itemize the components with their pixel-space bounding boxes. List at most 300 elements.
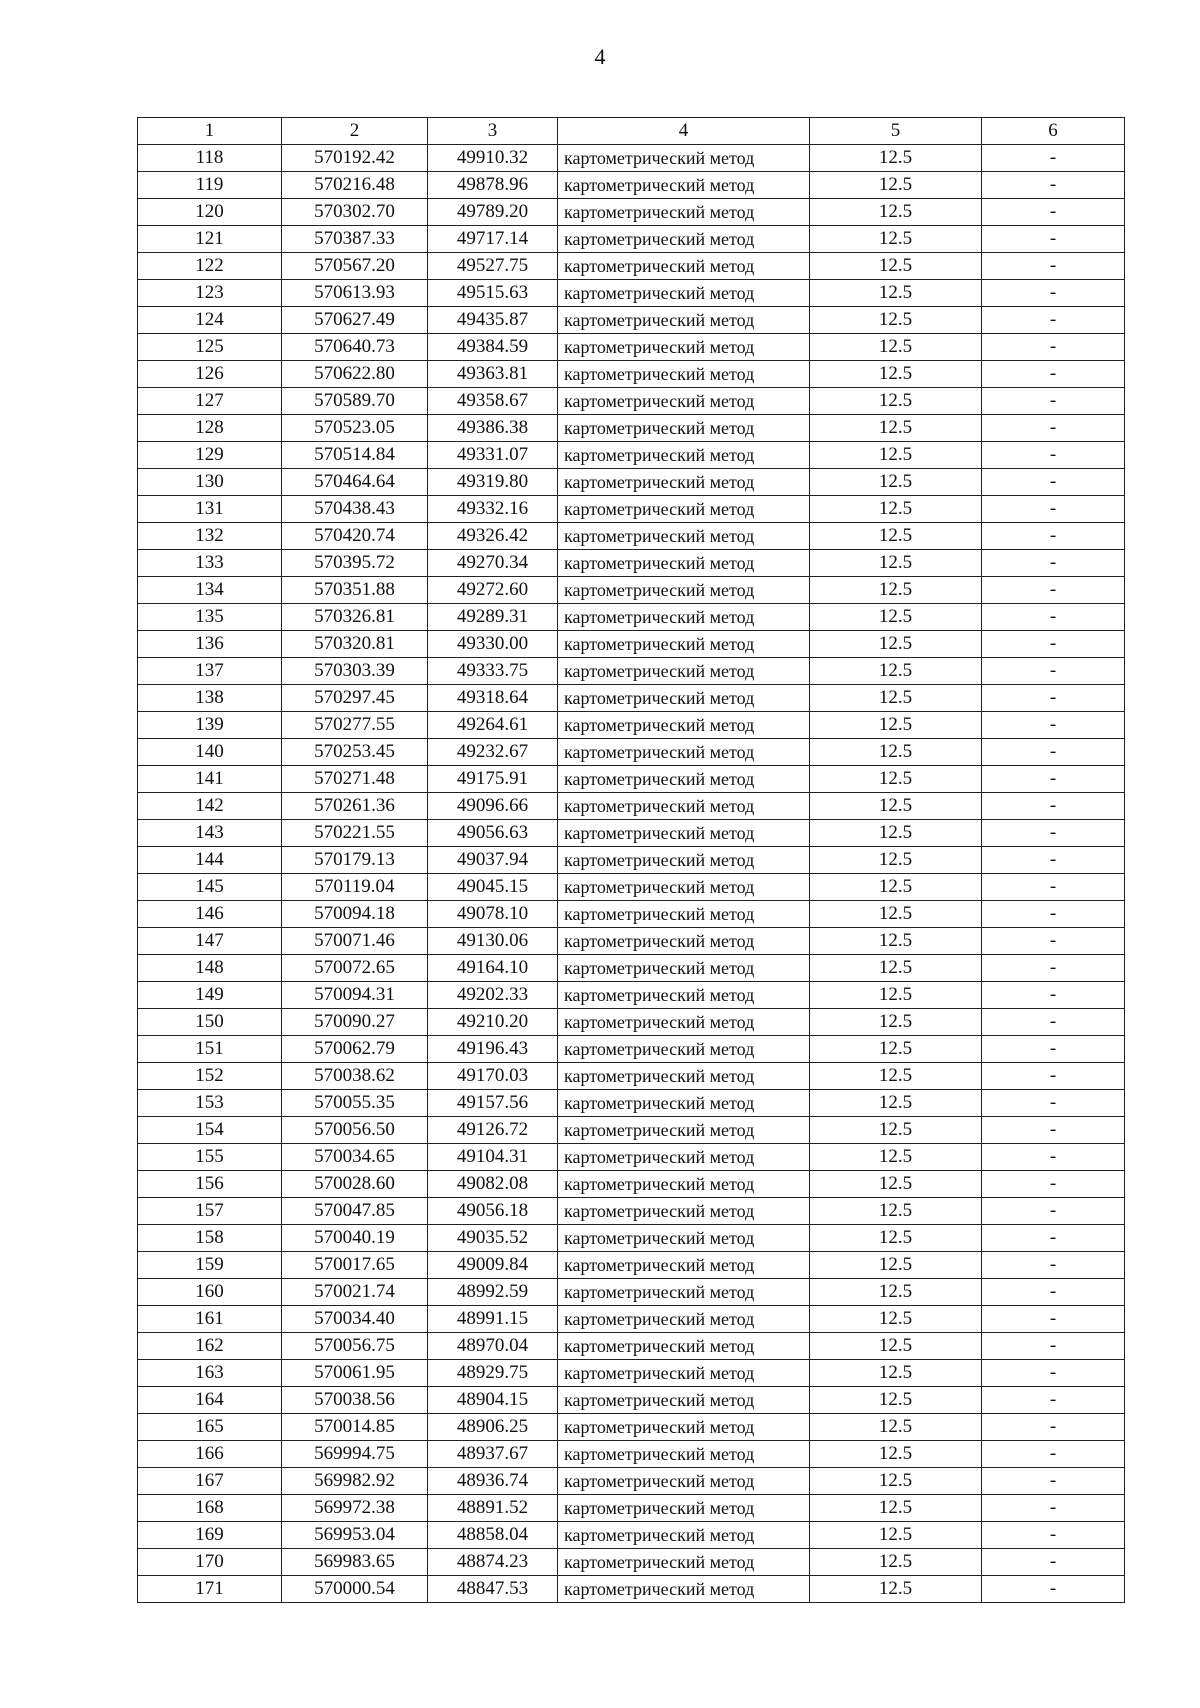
- x-coordinate-cell: 570056.75: [282, 1333, 428, 1360]
- note-cell: -: [982, 766, 1125, 793]
- table-row: [138, 145, 1125, 172]
- note-cell: -: [982, 901, 1125, 928]
- table-row: [138, 847, 1125, 874]
- accuracy-cell: 12.5: [810, 820, 982, 847]
- table-row: [138, 577, 1125, 604]
- method-cell: картометрический метод: [558, 1522, 810, 1549]
- accuracy-cell: 12.5: [810, 145, 982, 172]
- page-number: 4: [594, 44, 606, 69]
- note-cell: -: [982, 1117, 1125, 1144]
- y-coordinate-cell: 49164.10: [428, 955, 558, 982]
- point-number-cell: 141: [138, 766, 282, 793]
- y-coordinate-cell: 49056.63: [428, 820, 558, 847]
- note-cell: -: [982, 496, 1125, 523]
- table-row: [138, 766, 1125, 793]
- accuracy-cell: 12.5: [810, 1009, 982, 1036]
- method-cell: картометрический метод: [558, 1495, 810, 1522]
- point-number-cell: 156: [138, 1171, 282, 1198]
- table-row: [138, 226, 1125, 253]
- accuracy-cell: 12.5: [810, 199, 982, 226]
- note-cell: -: [982, 928, 1125, 955]
- table-row: [138, 739, 1125, 766]
- accuracy-cell: 12.5: [810, 334, 982, 361]
- point-number-cell: 120: [138, 199, 282, 226]
- point-number-cell: 159: [138, 1252, 282, 1279]
- x-coordinate-cell: 570047.85: [282, 1198, 428, 1225]
- method-cell: картометрический метод: [558, 1198, 810, 1225]
- accuracy-cell: 12.5: [810, 739, 982, 766]
- x-coordinate-cell: 569994.75: [282, 1441, 428, 1468]
- accuracy-cell: 12.5: [810, 1225, 982, 1252]
- y-coordinate-cell: 49232.67: [428, 739, 558, 766]
- y-coordinate-cell: 49009.84: [428, 1252, 558, 1279]
- accuracy-cell: 12.5: [810, 604, 982, 631]
- accuracy-cell: 12.5: [810, 1252, 982, 1279]
- accuracy-cell: 12.5: [810, 1171, 982, 1198]
- accuracy-cell: 12.5: [810, 388, 982, 415]
- point-number-cell: 126: [138, 361, 282, 388]
- y-coordinate-cell: 48991.15: [428, 1306, 558, 1333]
- accuracy-cell: 12.5: [810, 1468, 982, 1495]
- y-coordinate-cell: 48891.52: [428, 1495, 558, 1522]
- note-cell: -: [982, 631, 1125, 658]
- point-number-cell: 162: [138, 1333, 282, 1360]
- x-coordinate-cell: 570523.05: [282, 415, 428, 442]
- point-number-cell: 157: [138, 1198, 282, 1225]
- x-coordinate-cell: 570179.13: [282, 847, 428, 874]
- accuracy-cell: 12.5: [810, 307, 982, 334]
- method-cell: картометрический метод: [558, 604, 810, 631]
- y-coordinate-cell: 49056.18: [428, 1198, 558, 1225]
- table-row: [138, 1495, 1125, 1522]
- accuracy-cell: 12.5: [810, 928, 982, 955]
- table-row: [138, 469, 1125, 496]
- method-cell: картометрический метод: [558, 766, 810, 793]
- method-cell: картометрический метод: [558, 1009, 810, 1036]
- accuracy-cell: 12.5: [810, 469, 982, 496]
- table-row: [138, 685, 1125, 712]
- accuracy-cell: 12.5: [810, 658, 982, 685]
- point-number-cell: 144: [138, 847, 282, 874]
- method-cell: картометрический метод: [558, 415, 810, 442]
- x-coordinate-cell: 570567.20: [282, 253, 428, 280]
- x-coordinate-cell: 570589.70: [282, 388, 428, 415]
- table-header: [138, 118, 1125, 145]
- note-cell: -: [982, 280, 1125, 307]
- method-cell: картометрический метод: [558, 1090, 810, 1117]
- x-coordinate-cell: 569953.04: [282, 1522, 428, 1549]
- x-coordinate-cell: 569972.38: [282, 1495, 428, 1522]
- accuracy-cell: 12.5: [810, 712, 982, 739]
- note-cell: -: [982, 1009, 1125, 1036]
- note-cell: -: [982, 172, 1125, 199]
- note-cell: -: [982, 820, 1125, 847]
- x-coordinate-cell: 570017.65: [282, 1252, 428, 1279]
- y-coordinate-cell: 49326.42: [428, 523, 558, 550]
- column-header: 3: [428, 118, 558, 145]
- y-coordinate-cell: 49037.94: [428, 847, 558, 874]
- point-number-cell: 160: [138, 1279, 282, 1306]
- table-row: [138, 496, 1125, 523]
- note-cell: -: [982, 307, 1125, 334]
- point-number-cell: 121: [138, 226, 282, 253]
- accuracy-cell: 12.5: [810, 1090, 982, 1117]
- column-header: 6: [982, 118, 1125, 145]
- y-coordinate-cell: 49318.64: [428, 685, 558, 712]
- point-number-cell: 131: [138, 496, 282, 523]
- table-row: [138, 928, 1125, 955]
- point-number-cell: 149: [138, 982, 282, 1009]
- x-coordinate-cell: 570090.27: [282, 1009, 428, 1036]
- point-number-cell: 161: [138, 1306, 282, 1333]
- accuracy-cell: 12.5: [810, 1549, 982, 1576]
- y-coordinate-cell: 49264.61: [428, 712, 558, 739]
- accuracy-cell: 12.5: [810, 577, 982, 604]
- method-cell: картометрический метод: [558, 1225, 810, 1252]
- method-cell: картометрический метод: [558, 1144, 810, 1171]
- accuracy-cell: 12.5: [810, 1576, 982, 1603]
- x-coordinate-cell: 570387.33: [282, 226, 428, 253]
- y-coordinate-cell: 49126.72: [428, 1117, 558, 1144]
- column-header: 2: [282, 118, 428, 145]
- point-number-cell: 124: [138, 307, 282, 334]
- accuracy-cell: 12.5: [810, 793, 982, 820]
- x-coordinate-cell: 570277.55: [282, 712, 428, 739]
- note-cell: -: [982, 982, 1125, 1009]
- coordinates-table: [137, 117, 1125, 1603]
- x-coordinate-cell: 570303.39: [282, 658, 428, 685]
- accuracy-cell: 12.5: [810, 1441, 982, 1468]
- table-row: [138, 1117, 1125, 1144]
- x-coordinate-cell: 570351.88: [282, 577, 428, 604]
- x-coordinate-cell: 570000.54: [282, 1576, 428, 1603]
- x-coordinate-cell: 570014.85: [282, 1414, 428, 1441]
- point-number-cell: 140: [138, 739, 282, 766]
- point-number-cell: 143: [138, 820, 282, 847]
- note-cell: -: [982, 1198, 1125, 1225]
- note-cell: -: [982, 658, 1125, 685]
- table-row: [138, 1036, 1125, 1063]
- point-number-cell: 169: [138, 1522, 282, 1549]
- note-cell: -: [982, 253, 1125, 280]
- accuracy-cell: 12.5: [810, 280, 982, 307]
- point-number-cell: 127: [138, 388, 282, 415]
- method-cell: картометрический метод: [558, 658, 810, 685]
- x-coordinate-cell: 570062.79: [282, 1036, 428, 1063]
- accuracy-cell: 12.5: [810, 631, 982, 658]
- point-number-cell: 166: [138, 1441, 282, 1468]
- note-cell: -: [982, 1090, 1125, 1117]
- accuracy-cell: 12.5: [810, 874, 982, 901]
- method-cell: картометрический метод: [558, 847, 810, 874]
- table-row: [138, 388, 1125, 415]
- method-cell: картометрический метод: [558, 982, 810, 1009]
- y-coordinate-cell: 49130.06: [428, 928, 558, 955]
- y-coordinate-cell: 49272.60: [428, 577, 558, 604]
- note-cell: -: [982, 739, 1125, 766]
- y-coordinate-cell: 49196.43: [428, 1036, 558, 1063]
- note-cell: -: [982, 334, 1125, 361]
- x-coordinate-cell: 570302.70: [282, 199, 428, 226]
- y-coordinate-cell: 49202.33: [428, 982, 558, 1009]
- note-cell: -: [982, 1468, 1125, 1495]
- x-coordinate-cell: 570261.36: [282, 793, 428, 820]
- x-coordinate-cell: 570119.04: [282, 874, 428, 901]
- y-coordinate-cell: 49210.20: [428, 1009, 558, 1036]
- x-coordinate-cell: 570216.48: [282, 172, 428, 199]
- y-coordinate-cell: 49435.87: [428, 307, 558, 334]
- accuracy-cell: 12.5: [810, 955, 982, 982]
- table-row: [138, 199, 1125, 226]
- accuracy-cell: 12.5: [810, 442, 982, 469]
- y-coordinate-cell: 48937.67: [428, 1441, 558, 1468]
- y-coordinate-cell: 49332.16: [428, 496, 558, 523]
- y-coordinate-cell: 48970.04: [428, 1333, 558, 1360]
- table-row: [138, 1090, 1125, 1117]
- table-row: [138, 955, 1125, 982]
- x-coordinate-cell: 570320.81: [282, 631, 428, 658]
- table-row: [138, 1387, 1125, 1414]
- table-row: [138, 712, 1125, 739]
- method-cell: картометрический метод: [558, 145, 810, 172]
- point-number-cell: 119: [138, 172, 282, 199]
- note-cell: -: [982, 1387, 1125, 1414]
- x-coordinate-cell: 570253.45: [282, 739, 428, 766]
- method-cell: картометрический метод: [558, 172, 810, 199]
- point-number-cell: 158: [138, 1225, 282, 1252]
- method-cell: картометрический метод: [558, 1036, 810, 1063]
- accuracy-cell: 12.5: [810, 361, 982, 388]
- y-coordinate-cell: 48904.15: [428, 1387, 558, 1414]
- table-row: [138, 631, 1125, 658]
- note-cell: -: [982, 955, 1125, 982]
- note-cell: -: [982, 469, 1125, 496]
- y-coordinate-cell: 48874.23: [428, 1549, 558, 1576]
- note-cell: -: [982, 685, 1125, 712]
- point-number-cell: 136: [138, 631, 282, 658]
- point-number-cell: 122: [138, 253, 282, 280]
- table-row: [138, 442, 1125, 469]
- table-row: [138, 1468, 1125, 1495]
- accuracy-cell: 12.5: [810, 253, 982, 280]
- note-cell: -: [982, 1441, 1125, 1468]
- method-cell: картометрический метод: [558, 388, 810, 415]
- y-coordinate-cell: 49330.00: [428, 631, 558, 658]
- method-cell: картометрический метод: [558, 334, 810, 361]
- x-coordinate-cell: 570464.64: [282, 469, 428, 496]
- y-coordinate-cell: 49910.32: [428, 145, 558, 172]
- point-number-cell: 153: [138, 1090, 282, 1117]
- y-coordinate-cell: 49170.03: [428, 1063, 558, 1090]
- method-cell: картометрический метод: [558, 1360, 810, 1387]
- method-cell: картометрический метод: [558, 712, 810, 739]
- note-cell: -: [982, 226, 1125, 253]
- y-coordinate-cell: 49035.52: [428, 1225, 558, 1252]
- accuracy-cell: 12.5: [810, 1333, 982, 1360]
- column-header: 4: [558, 118, 810, 145]
- table-row: [138, 604, 1125, 631]
- point-number-cell: 137: [138, 658, 282, 685]
- point-number-cell: 142: [138, 793, 282, 820]
- method-cell: картометрический метод: [558, 280, 810, 307]
- method-cell: картометрический метод: [558, 1441, 810, 1468]
- accuracy-cell: 12.5: [810, 1063, 982, 1090]
- method-cell: картометрический метод: [558, 1414, 810, 1441]
- x-coordinate-cell: 570514.84: [282, 442, 428, 469]
- method-cell: картометрический метод: [558, 1333, 810, 1360]
- accuracy-cell: 12.5: [810, 1279, 982, 1306]
- accuracy-cell: 12.5: [810, 226, 982, 253]
- note-cell: -: [982, 1144, 1125, 1171]
- header-row: [138, 118, 1125, 145]
- note-cell: -: [982, 1549, 1125, 1576]
- note-cell: -: [982, 1360, 1125, 1387]
- point-number-cell: 138: [138, 685, 282, 712]
- point-number-cell: 164: [138, 1387, 282, 1414]
- y-coordinate-cell: 49717.14: [428, 226, 558, 253]
- y-coordinate-cell: 49104.31: [428, 1144, 558, 1171]
- table-row: [138, 1549, 1125, 1576]
- note-cell: -: [982, 712, 1125, 739]
- point-number-cell: 123: [138, 280, 282, 307]
- table-row: [138, 307, 1125, 334]
- table-row: [138, 280, 1125, 307]
- point-number-cell: 163: [138, 1360, 282, 1387]
- y-coordinate-cell: 49045.15: [428, 874, 558, 901]
- x-coordinate-cell: 570192.42: [282, 145, 428, 172]
- note-cell: -: [982, 847, 1125, 874]
- note-cell: -: [982, 361, 1125, 388]
- note-cell: -: [982, 1036, 1125, 1063]
- point-number-cell: 165: [138, 1414, 282, 1441]
- point-number-cell: 139: [138, 712, 282, 739]
- accuracy-cell: 12.5: [810, 172, 982, 199]
- x-coordinate-cell: 570627.49: [282, 307, 428, 334]
- accuracy-cell: 12.5: [810, 1036, 982, 1063]
- y-coordinate-cell: 49789.20: [428, 199, 558, 226]
- method-cell: картометрический метод: [558, 442, 810, 469]
- table-row: [138, 901, 1125, 928]
- y-coordinate-cell: 49333.75: [428, 658, 558, 685]
- method-cell: картометрический метод: [558, 1576, 810, 1603]
- table-row: [138, 361, 1125, 388]
- point-number-cell: 152: [138, 1063, 282, 1090]
- table-row: [138, 1441, 1125, 1468]
- x-coordinate-cell: 570071.46: [282, 928, 428, 955]
- x-coordinate-cell: 570640.73: [282, 334, 428, 361]
- method-cell: картометрический метод: [558, 469, 810, 496]
- accuracy-cell: 12.5: [810, 415, 982, 442]
- x-coordinate-cell: 570271.48: [282, 766, 428, 793]
- table-row: [138, 550, 1125, 577]
- y-coordinate-cell: 48847.53: [428, 1576, 558, 1603]
- point-number-cell: 118: [138, 145, 282, 172]
- note-cell: -: [982, 604, 1125, 631]
- point-number-cell: 129: [138, 442, 282, 469]
- method-cell: картометрический метод: [558, 1468, 810, 1495]
- note-cell: -: [982, 442, 1125, 469]
- column-header: 5: [810, 118, 982, 145]
- table-row: [138, 253, 1125, 280]
- table-row: [138, 1063, 1125, 1090]
- point-number-cell: 135: [138, 604, 282, 631]
- point-number-cell: 168: [138, 1495, 282, 1522]
- note-cell: -: [982, 793, 1125, 820]
- x-coordinate-cell: 570221.55: [282, 820, 428, 847]
- x-coordinate-cell: 570056.50: [282, 1117, 428, 1144]
- x-coordinate-cell: 569983.65: [282, 1549, 428, 1576]
- accuracy-cell: 12.5: [810, 847, 982, 874]
- y-coordinate-cell: 49157.56: [428, 1090, 558, 1117]
- note-cell: -: [982, 1252, 1125, 1279]
- x-coordinate-cell: 570438.43: [282, 496, 428, 523]
- y-coordinate-cell: 48992.59: [428, 1279, 558, 1306]
- y-coordinate-cell: 49515.63: [428, 280, 558, 307]
- note-cell: -: [982, 199, 1125, 226]
- y-coordinate-cell: 49878.96: [428, 172, 558, 199]
- table-row: [138, 1414, 1125, 1441]
- point-number-cell: 148: [138, 955, 282, 982]
- method-cell: картометрический метод: [558, 1306, 810, 1333]
- method-cell: картометрический метод: [558, 685, 810, 712]
- note-cell: -: [982, 1063, 1125, 1090]
- note-cell: -: [982, 415, 1125, 442]
- point-number-cell: 133: [138, 550, 282, 577]
- note-cell: -: [982, 1576, 1125, 1603]
- y-coordinate-cell: 49527.75: [428, 253, 558, 280]
- table-row: [138, 820, 1125, 847]
- note-cell: -: [982, 145, 1125, 172]
- table-row: [138, 793, 1125, 820]
- y-coordinate-cell: 49386.38: [428, 415, 558, 442]
- y-coordinate-cell: 49363.81: [428, 361, 558, 388]
- note-cell: -: [982, 1306, 1125, 1333]
- x-coordinate-cell: 570072.65: [282, 955, 428, 982]
- table-row: [138, 658, 1125, 685]
- accuracy-cell: 12.5: [810, 1387, 982, 1414]
- accuracy-cell: 12.5: [810, 982, 982, 1009]
- x-coordinate-cell: 570297.45: [282, 685, 428, 712]
- x-coordinate-cell: 570094.18: [282, 901, 428, 928]
- x-coordinate-cell: 570038.62: [282, 1063, 428, 1090]
- method-cell: картометрический метод: [558, 523, 810, 550]
- x-coordinate-cell: 570622.80: [282, 361, 428, 388]
- x-coordinate-cell: 570395.72: [282, 550, 428, 577]
- x-coordinate-cell: 570061.95: [282, 1360, 428, 1387]
- method-cell: картометрический метод: [558, 874, 810, 901]
- x-coordinate-cell: 570034.65: [282, 1144, 428, 1171]
- x-coordinate-cell: 570613.93: [282, 280, 428, 307]
- point-number-cell: 155: [138, 1144, 282, 1171]
- table-row: [138, 1198, 1125, 1225]
- x-coordinate-cell: 570420.74: [282, 523, 428, 550]
- method-cell: картометрический метод: [558, 307, 810, 334]
- y-coordinate-cell: 48936.74: [428, 1468, 558, 1495]
- x-coordinate-cell: 570021.74: [282, 1279, 428, 1306]
- table-row: [138, 982, 1125, 1009]
- accuracy-cell: 12.5: [810, 496, 982, 523]
- point-number-cell: 171: [138, 1576, 282, 1603]
- method-cell: картометрический метод: [558, 928, 810, 955]
- note-cell: -: [982, 1495, 1125, 1522]
- y-coordinate-cell: 49331.07: [428, 442, 558, 469]
- point-number-cell: 134: [138, 577, 282, 604]
- accuracy-cell: 12.5: [810, 1414, 982, 1441]
- table-row: [138, 172, 1125, 199]
- accuracy-cell: 12.5: [810, 1198, 982, 1225]
- point-number-cell: 151: [138, 1036, 282, 1063]
- method-cell: картометрический метод: [558, 820, 810, 847]
